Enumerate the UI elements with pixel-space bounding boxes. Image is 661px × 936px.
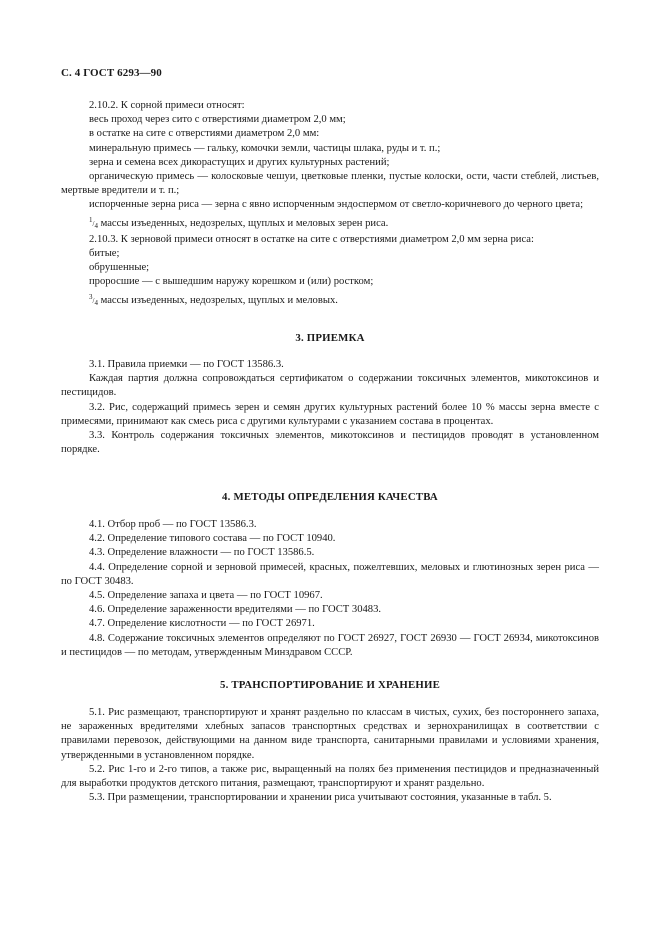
para-4-7: 4.7. Определение кислотности — по ГОСТ 26971. xyxy=(89,618,315,630)
section-2-continuation xyxy=(61,99,599,310)
section-3-body xyxy=(61,358,599,457)
fraction: 3/4 xyxy=(89,292,98,307)
para-5-2: 5.2. Рис 1-го и 2-го типов, а также рис, выращенный на полях без применения пестицидов и предназначенный для выработки продуктов детского питания, размещают, транспортируют и хранят раздельно. xyxy=(61,763,599,790)
para-5-3: 5.3. При размещении, транспортировании и хранении риса учитывают состояния, указанные в табл. 5. xyxy=(89,792,552,804)
para-3-1-b: Каждая партия должна сопровождаться сертификатом о содержании токсичных элементов, микотоксинов и пестицидов. xyxy=(61,373,599,399)
list-item: в остатке на сите с отверстиями диаметром 2,0 мм: xyxy=(89,128,320,140)
para-4-5: 4.5. Определение запаха и цвета — по ГОСТ 10967. xyxy=(89,590,323,602)
list-item: обрушенные; xyxy=(89,262,150,274)
list-item: органическую примесь — колосковые чешуи, цветковые пленки, пустые колоски, ости, части стеблей, листьев, мертвые вредители и т. п.; xyxy=(61,171,599,197)
para-4-8: 4.8. Содержание токсичных элементов определяют по ГОСТ 26927, ГОСТ 26930 — ГОСТ 26934, микотоксинов и пестицидов — по методам, утвержденным Минздравом СССР. xyxy=(61,632,599,658)
para-4-1: 4.1. Отбор проб — по ГОСТ 13586.3. xyxy=(89,519,257,530)
list-item: 3/4 массы изъеденных, недозрелых, щуплых и меловых. xyxy=(89,292,338,307)
list-item: испорченные зерна риса — зерна с явно испорченным эндоспермом от светло-коричневого до черного цвета; xyxy=(89,199,584,211)
para-3-3: 3.3. Контроль содержания токсичных элементов, микотоксинов и пестицидов проводят в установленном порядке. xyxy=(61,430,599,456)
para-4-2: 4.2. Определение типового состава — по ГОСТ 10940. xyxy=(89,533,336,545)
section-5-body xyxy=(61,706,599,805)
list-item: зерна и семена всех дикорастущих и других культурных растений; xyxy=(89,156,390,168)
fraction: 1/4 xyxy=(89,215,98,230)
para-4-6: 4.6. Определение зараженности вредителями — по ГОСТ 30483. xyxy=(89,604,382,616)
page-header: С. 4 ГОСТ 6293—90 xyxy=(61,67,162,79)
section-4-body xyxy=(61,518,599,660)
list-item: битые; xyxy=(89,248,120,260)
para-2-10-3: 2.10.3. К зерновой примеси относят в остатке на сите с отверстиями диаметром 2,0 мм зерна риса: xyxy=(89,233,534,245)
section-3-title: 3. ПРИЕМКА xyxy=(295,332,365,344)
para-4-4: 4.4. Определение сорной и зерновой примесей, красных, пожелтевших, меловых и глютинозных зерен риса — по ГОСТ 30483. xyxy=(61,561,599,587)
list-item: проросшие — с вышедшим наружу корешком и (или) ростком; xyxy=(89,276,374,288)
para-3-2: 3.2. Рис, содержащий примесь зерен и семян других культурных растений более 10 % массы зерна вместе с примесями, принимают как смесь риса с другими культурами с указанием состава в процентах. xyxy=(61,401,599,427)
list-item: 1/4 массы изъеденных, недозрелых, щуплых и меловых зерен риса. xyxy=(89,215,389,230)
para-5-1: 5.1. Рис размещают, транспортируют и хранят раздельно по классам в чистых, сухих, без постороннего запаха, не зараженных вредителями хлебных запасов транспортных средствах и зернохранилищах в соответствии с правилами перевозок, действующими на данном виде транспорта, санитарными правилами и условиями хранения, утвержденными в установленном порядке. xyxy=(61,707,599,761)
para-3-1: 3.1. Правила приемки — по ГОСТ 13586.3. xyxy=(89,359,284,370)
list-item: весь проход через сито с отверстиями диаметром 2,0 мм; xyxy=(89,114,346,126)
para-2-10-2: 2.10.2. К сорной примеси относят: xyxy=(89,100,245,111)
para-4-3: 4.3. Определение влажности — по ГОСТ 13586.5. xyxy=(89,547,315,559)
section-4-title: 4. МЕТОДЫ ОПРЕДЕЛЕНИЯ КАЧЕСТВА xyxy=(222,491,438,503)
list-item: минеральную примесь — гальку, комочки земли, частицы шлака, руды и т. п.; xyxy=(89,142,441,154)
section-5-title: 5. ТРАНСПОРТИРОВАНИЕ И ХРАНЕНИЕ xyxy=(220,679,440,691)
